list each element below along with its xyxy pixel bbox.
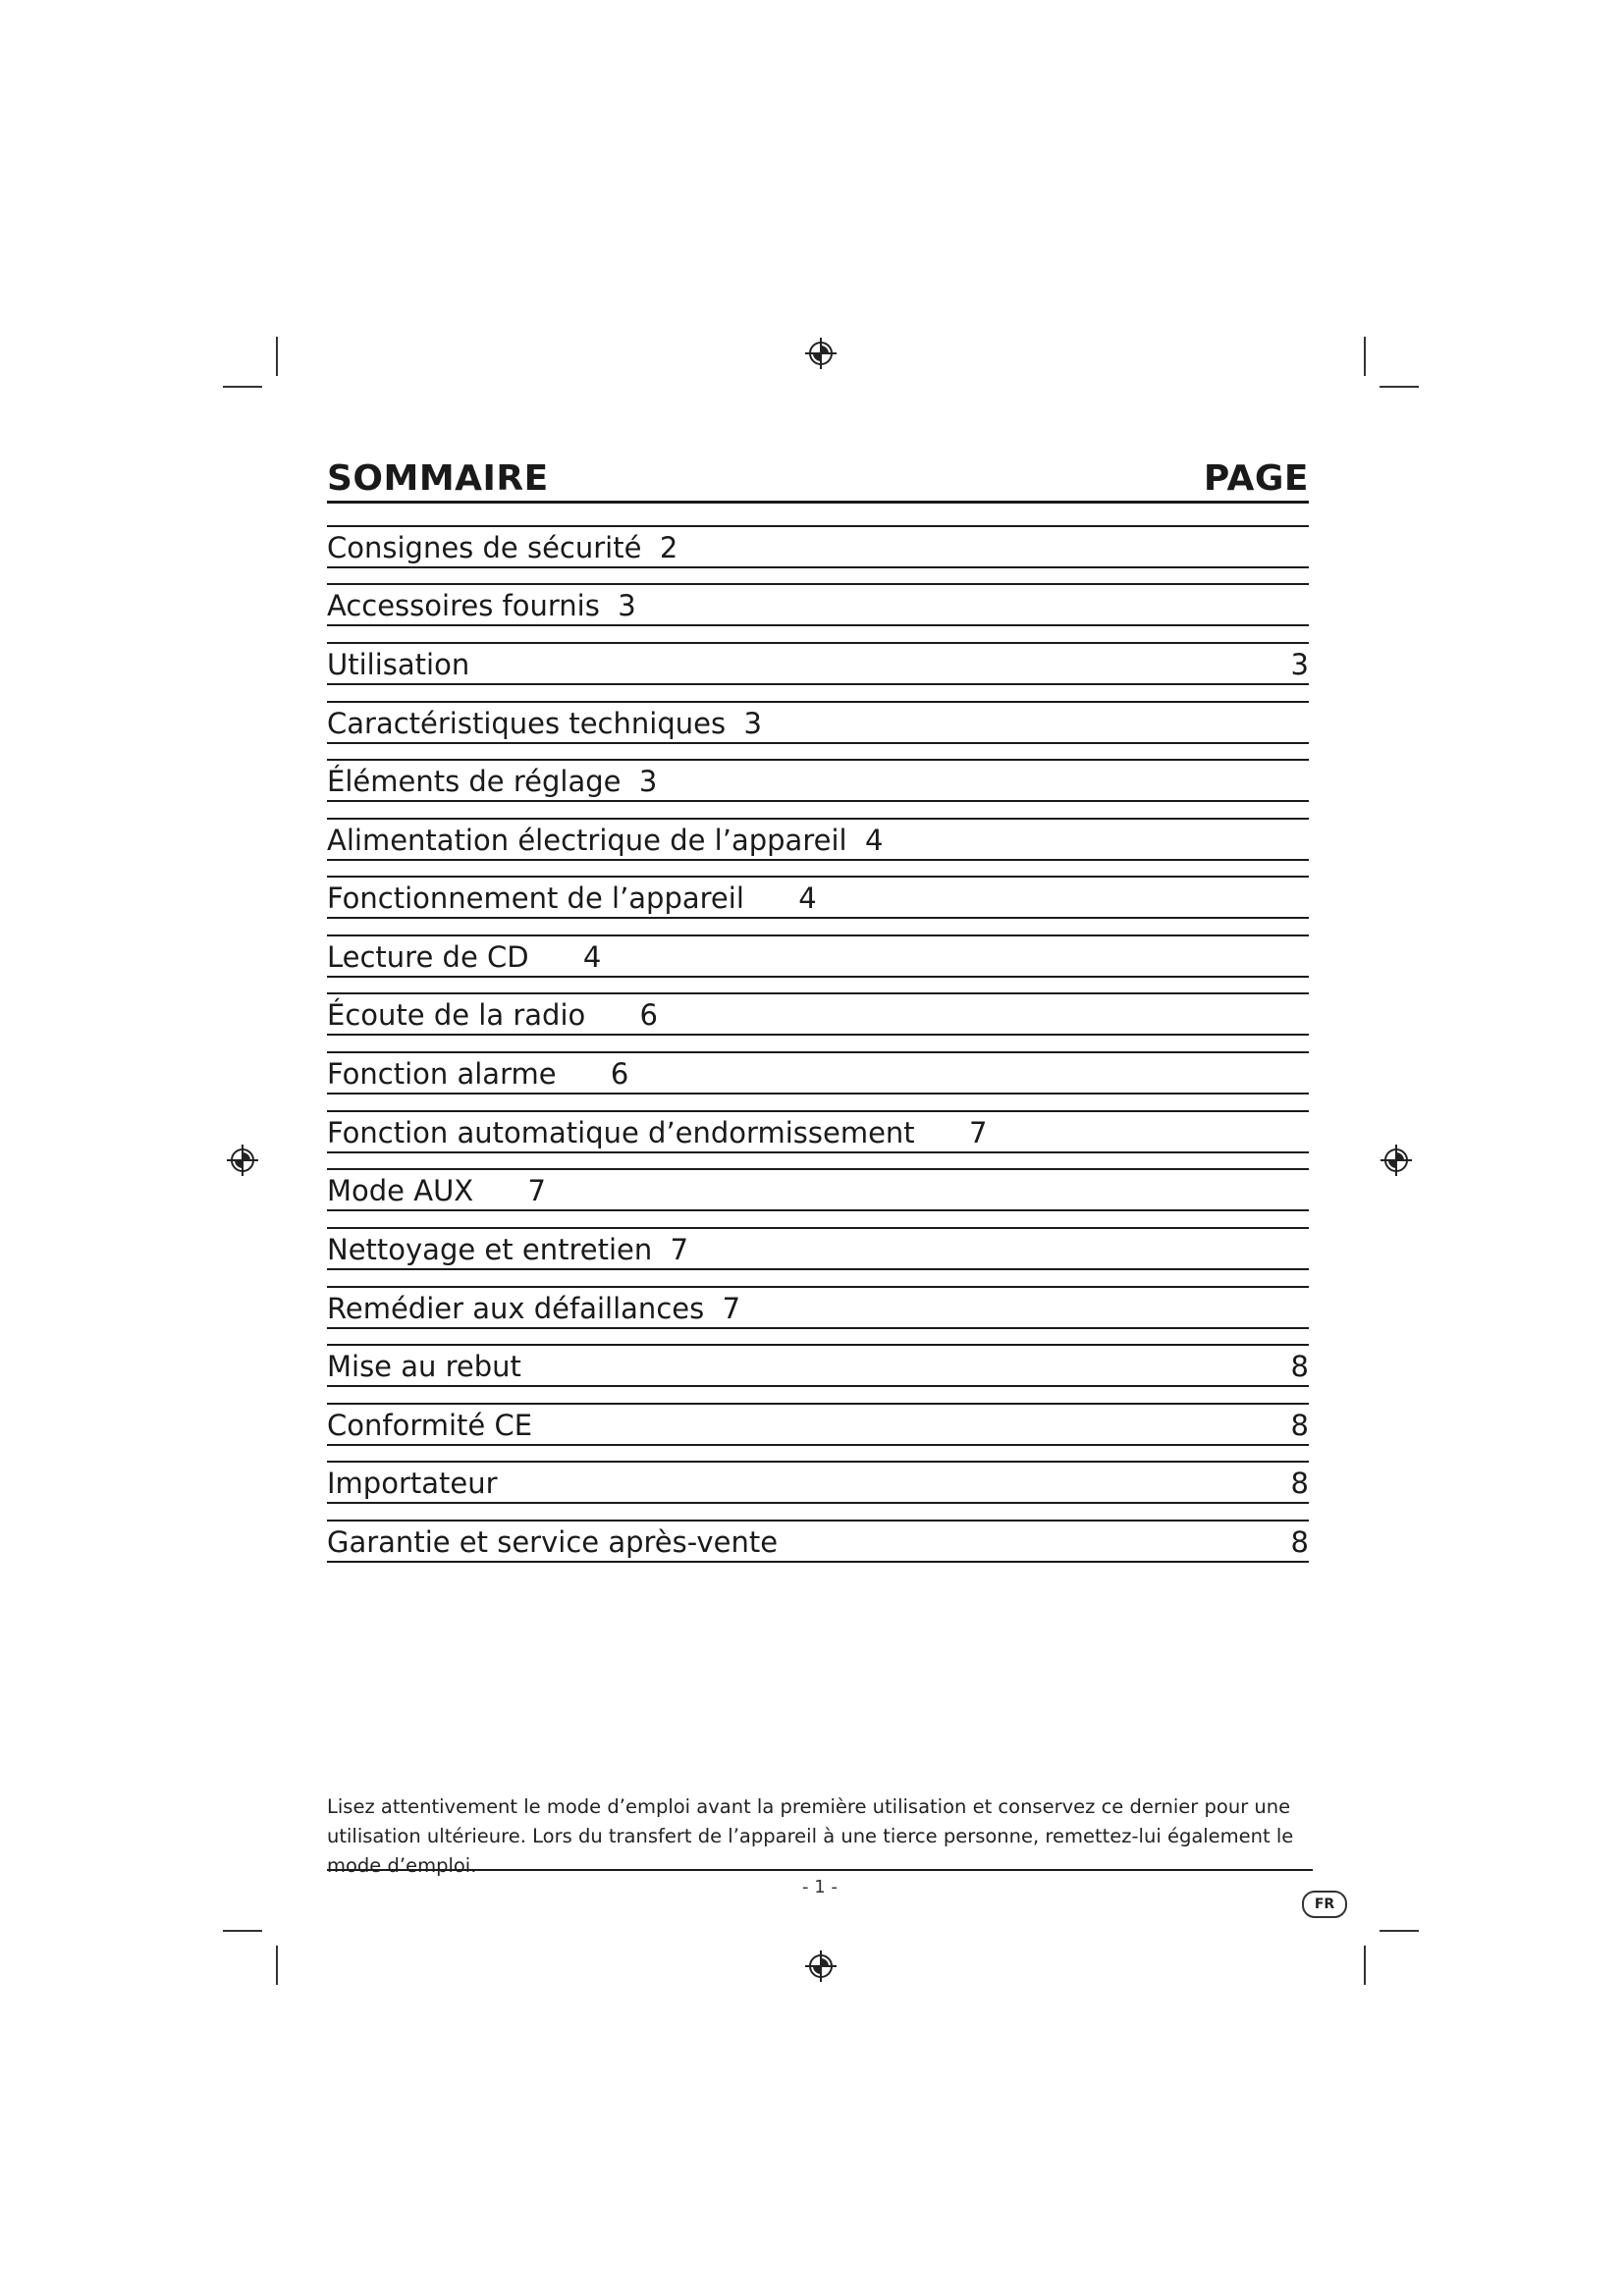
toc-entry[interactable]: [327, 1520, 1309, 1563]
toc-entry[interactable]: [327, 701, 1309, 744]
toc-entry-title: Conformité CE: [327, 1409, 533, 1442]
toc-entry-page: 8: [1290, 1409, 1309, 1442]
toc-entry-title: Fonctionnement de l’appareil 4: [327, 881, 817, 915]
toc-entry[interactable]: [327, 1227, 1309, 1270]
toc-entry-page: 8: [1290, 1350, 1309, 1383]
toc-entry[interactable]: [327, 1461, 1309, 1504]
toc-entry-title: Accessoires fournis 3: [327, 589, 636, 622]
toc-entry[interactable]: [327, 583, 1309, 626]
toc-entry[interactable]: [327, 642, 1309, 685]
toc-entry[interactable]: [327, 1051, 1309, 1095]
registration-mark-icon: [803, 1949, 839, 1984]
registration-mark-icon: [1379, 1143, 1414, 1178]
registration-mark-icon: [225, 1143, 260, 1178]
toc-entry[interactable]: [327, 818, 1309, 861]
toc-entry[interactable]: [327, 1403, 1309, 1446]
crop-mark-icon: [276, 1946, 278, 1985]
toc-entry-title: Importateur: [327, 1467, 498, 1500]
page-heading: PAGE: [1203, 458, 1309, 499]
toc-entry[interactable]: [327, 1286, 1309, 1329]
crop-mark-icon: [1380, 386, 1419, 388]
toc-entry-title: Remédier aux défaillances 7: [327, 1292, 741, 1325]
toc-heading: SOMMAIRE: [327, 458, 549, 499]
toc-entry-page: 8: [1290, 1525, 1309, 1559]
crop-mark-icon: [223, 1930, 262, 1932]
toc-entry[interactable]: [327, 759, 1309, 802]
toc-entry-page: 8: [1290, 1467, 1309, 1500]
toc-entry-title: Garantie et service après-vente: [327, 1525, 779, 1559]
toc-entry-title: Caractéristiques techniques 3: [327, 707, 762, 740]
toc-entry[interactable]: [327, 1344, 1309, 1387]
crop-mark-icon: [1364, 1946, 1366, 1985]
crop-mark-icon: [276, 337, 278, 376]
toc-entry-title: Éléments de réglage 3: [327, 765, 658, 798]
toc-entry-title: Lecture de CD 4: [327, 940, 602, 974]
registration-mark-icon: [803, 336, 839, 371]
toc-entry-title: Fonction automatique d’endormissement 7: [327, 1116, 988, 1149]
toc-entry[interactable]: [327, 1110, 1309, 1153]
toc-entry-title: Alimentation électrique de l’appareil 4: [327, 824, 884, 857]
usage-note: Lisez attentivement le mode d’emploi avant la première utilisation et conservez ce dernier pour une utilisation ultérieure. Lors du transfert de l’appareil à une tierce personne, remettez-lui également le mode d’emploi.: [327, 1795, 1294, 1877]
toc-entry-title: Mode AUX 7: [327, 1174, 546, 1207]
language-badge: FR: [1302, 1891, 1347, 1918]
toc-entry-title: Nettoyage et entretien 7: [327, 1233, 689, 1266]
crop-mark-icon: [1380, 1930, 1419, 1932]
footer-divider: [327, 1869, 1313, 1871]
toc-entry[interactable]: [327, 992, 1309, 1036]
toc-entry-title: Utilisation: [327, 648, 470, 681]
crop-mark-icon: [1364, 337, 1366, 376]
toc-entry-title: Mise au rebut: [327, 1350, 521, 1383]
toc-entry-title: Écoute de la radio 6: [327, 998, 658, 1032]
toc-entry-title: Fonction alarme 6: [327, 1057, 629, 1091]
toc-entry[interactable]: [327, 1168, 1309, 1211]
crop-mark-icon: [223, 386, 262, 388]
toc-entry-page: 3: [1290, 648, 1309, 681]
toc-entry-title: Consignes de sécurité 2: [327, 531, 678, 564]
toc-header: [327, 454, 1309, 504]
toc-entry[interactable]: [327, 525, 1309, 568]
toc-entry[interactable]: [327, 876, 1309, 919]
page-number: - 1 -: [802, 1877, 838, 1897]
toc-entry[interactable]: [327, 934, 1309, 978]
